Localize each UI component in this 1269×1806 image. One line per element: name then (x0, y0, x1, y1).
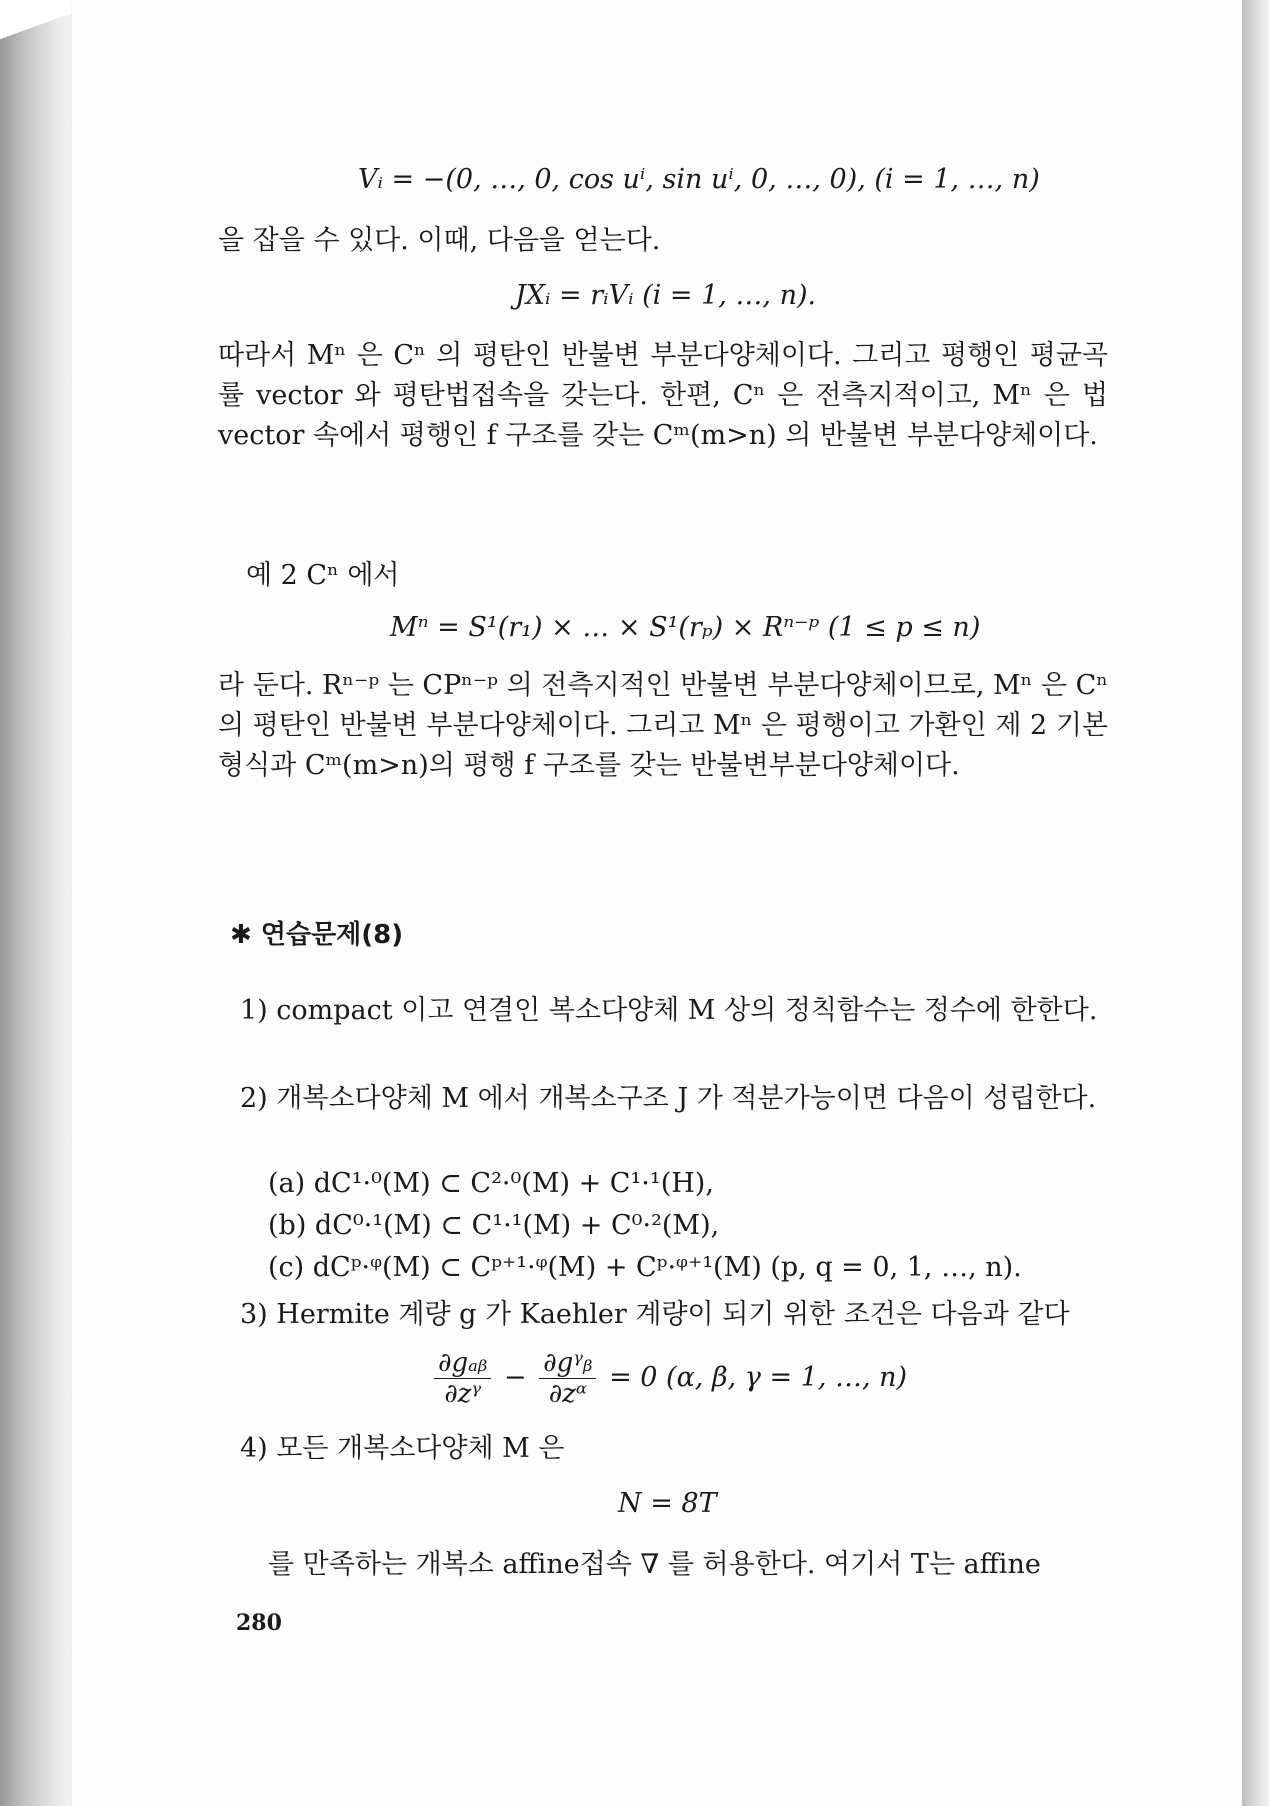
formula-vi: Vᵢ = −(0, …, 0, cos uⁱ, sin uⁱ, 0, …, 0), (i = 1, …, n) (358, 164, 1040, 195)
exercise-4: 4) 모든 개복소다양체 M 은 (240, 1433, 565, 1464)
kaehler-condition-formula (430, 1348, 907, 1409)
exercise-2c: (c) dCᵖ·ᵠ(M) ⊂ Cᵖ⁺¹·ᵠ(M) + Cᵖ·ᵠ⁺¹(M) (p, q = 0, 1, …, n). (268, 1252, 1022, 1283)
paragraph-2: 라 둔다. Rⁿ⁻ᵖ 는 CPⁿ⁻ᵖ 의 전측지적인 반불변 부분다양체이므로, Mⁿ 은 Cⁿ 의 평탄인 반불변 부분다양체이다. 그리고 Mⁿ 은 평행이고 가환인 제 2 기본형식과 Cᵐ(m>n)의 평행 f 구조를 갖는 반불변부분다양체이다. (218, 670, 1108, 781)
paragraph-1: 따라서 Mⁿ 은 Cⁿ 의 평탄인 반불변 부분다양체이다. 그리고 평행인 평균곡률 vector 와 평탄법접속을 갖는다. 한편, Cⁿ 은 전측지적이고, Mⁿ 은 법 vector 속에서 평행인 f 구조를 갖는 Cᵐ(m>n) 의 반불변 부분다양체이다. (218, 340, 1108, 451)
formula-jx: JXᵢ = rᵢVᵢ (i = 1, …, n). (515, 280, 817, 311)
exercise-2: 2) 개복소다양체 M 에서 개복소구조 J 가 적분가능이면 다음이 성립한다. (240, 1083, 1097, 1114)
minus-sign: − (503, 1362, 527, 1393)
formula-mn: Mⁿ = S¹(r₁) × … × S¹(rₚ) × Rⁿ⁻ᵖ (1 ≤ p ≤ n) (390, 612, 981, 643)
section-heading: ✱ 연습문제(8) (230, 920, 404, 950)
formula-n8t: N = 8T (618, 1488, 717, 1519)
page-edge (1242, 0, 1269, 1806)
fraction-1 (434, 1348, 491, 1409)
fraction-1-denominator: ∂zᵞ (444, 1379, 482, 1409)
exercise-2a: (a) dC¹·⁰(M) ⊂ C²·⁰(M) + C¹·¹(H), (268, 1168, 714, 1199)
fraction-2-denominator: ∂zᵅ (548, 1379, 587, 1409)
exercise-3: 3) Hermite 계량 g 가 Kaehler 계량이 되기 위한 조건은 다음과 같다 (240, 1299, 1070, 1330)
fraction-2 (539, 1348, 596, 1409)
text-line: 을 잡을 수 있다. 이때, 다음을 얻는다. (218, 225, 661, 256)
example-label: 예 2 Cⁿ 에서 (246, 560, 400, 591)
fraction-1-numerator: ∂gₐᵦ (434, 1348, 491, 1379)
fraction-2-numerator: ∂gᵞᵦ (539, 1348, 596, 1379)
formula-rest: = 0 (α, β, γ = 1, …, n) (609, 1362, 908, 1393)
exercise-1: 1) compact 이고 연결인 복소다양체 M 상의 정칙함수는 정수에 한한다. (240, 995, 1098, 1026)
text-line-last: 를 만족하는 개복소 affine접속 ∇ 를 허용한다. 여기서 T는 affine (268, 1549, 1041, 1580)
book-page (72, 0, 1242, 1806)
book-spine (0, 0, 72, 1806)
page-number: 280 (236, 1610, 282, 1636)
book-corner (0, 0, 72, 60)
exercise-2b: (b) dC⁰·¹(M) ⊂ C¹·¹(M) + C⁰·²(M), (268, 1210, 720, 1241)
